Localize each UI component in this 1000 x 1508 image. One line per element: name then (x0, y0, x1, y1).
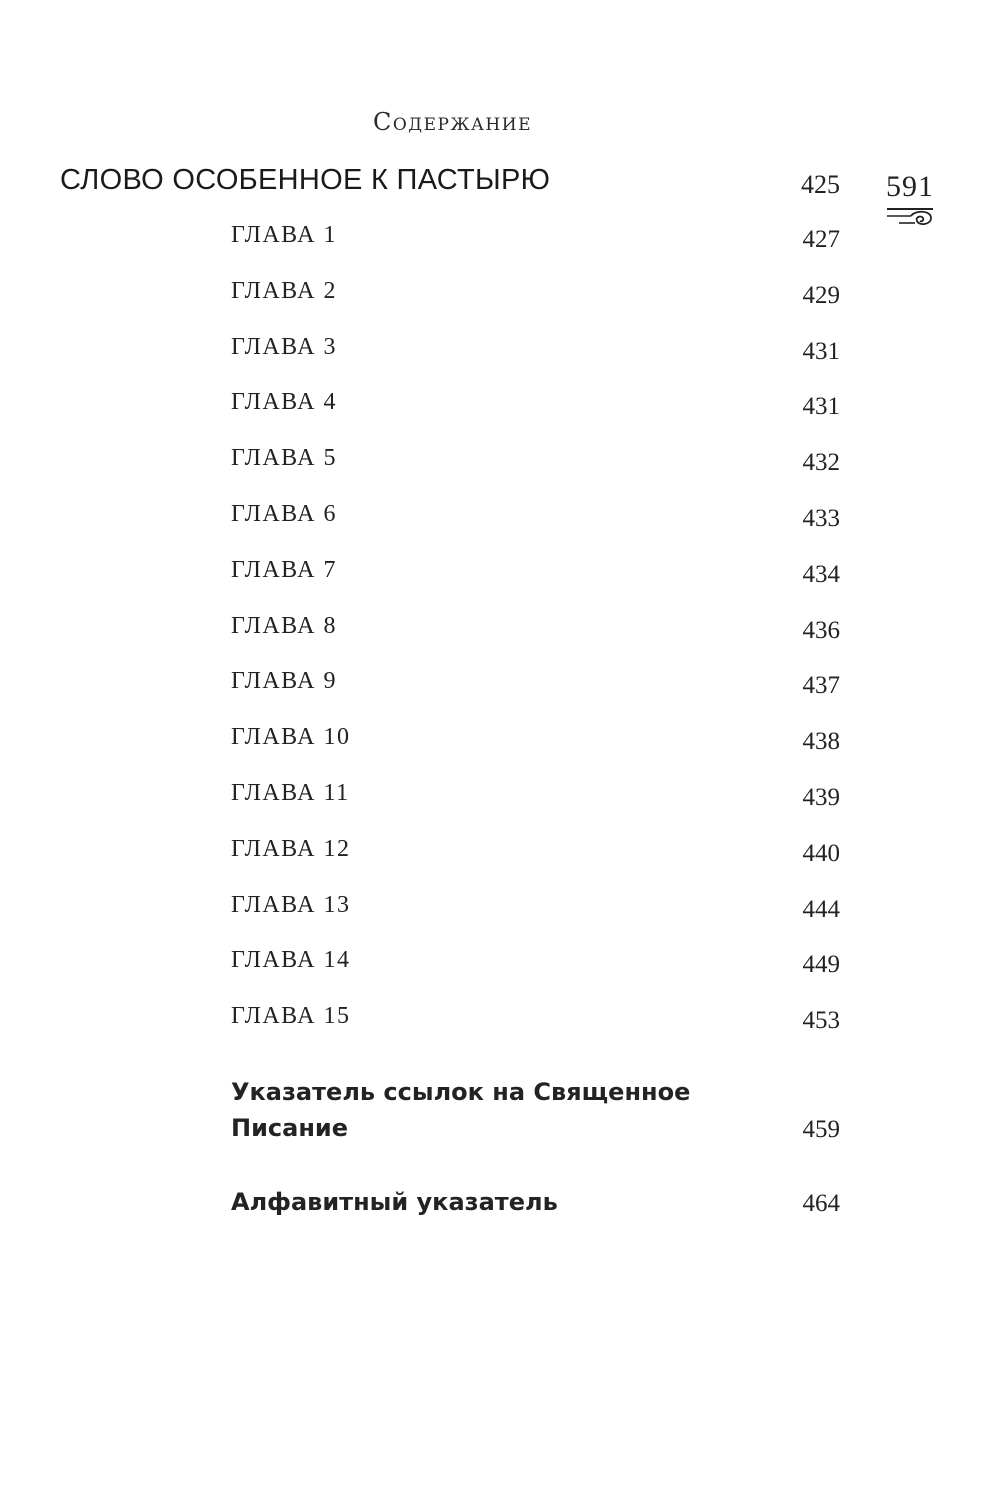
chapter-label: ГЛАВА 9 (231, 668, 338, 695)
chapter-page-number: 431 (802, 337, 840, 365)
chapter-page-number: 438 (802, 728, 840, 756)
section-title[interactable]: СЛОВО ОСОБЕННОЕ К ПАСТЫРЮ (60, 164, 551, 196)
chapter-label: ГЛАВА 4 (231, 389, 338, 416)
page-number: 591 (886, 170, 934, 203)
section-page-number: 425 (801, 170, 840, 199)
chapter-entry[interactable] (0, 668, 1000, 724)
chapter-entry[interactable] (0, 836, 1000, 892)
alphabetical-index-entry[interactable] (231, 1184, 840, 1220)
appendix-page-number: 464 (802, 1190, 840, 1217)
chapter-label: ГЛАВА 15 (231, 1003, 351, 1030)
chapter-label: ГЛАВА 13 (231, 891, 351, 918)
chapter-label: ГЛАВА 6 (231, 500, 338, 527)
chapter-entry[interactable] (0, 892, 1000, 948)
chapter-label: ГЛАВА 2 (231, 277, 338, 304)
chapter-page-number: 444 (802, 895, 840, 923)
scripture-index-entry[interactable] (231, 1074, 840, 1146)
chapter-page-number: 432 (802, 449, 840, 477)
chapter-page-number: 436 (802, 616, 840, 644)
chapter-label: ГЛАВА 7 (231, 556, 338, 583)
chapter-page-number: 453 (802, 1007, 840, 1035)
chapter-entry[interactable] (0, 947, 1000, 1003)
chapter-page-number: 431 (802, 393, 840, 421)
chapter-page-number: 429 (802, 281, 840, 309)
chapter-entry[interactable] (0, 724, 1000, 780)
chapter-page-number: 440 (802, 839, 840, 867)
chapter-label: ГЛАВА 3 (231, 333, 338, 360)
chapter-label: ГЛАВА 8 (231, 612, 338, 639)
chapter-label: ГЛАВА 1 (231, 222, 338, 248)
chapter-label: ГЛАВА 12 (231, 835, 351, 862)
chapter-entry[interactable] (0, 278, 1000, 334)
chapter-page-number: 437 (802, 672, 840, 700)
chapter-page-number: 427 (802, 226, 840, 253)
chapter-label: ГЛАВА 5 (231, 445, 338, 472)
chapter-label: ГЛАВА 10 (231, 724, 351, 751)
chapter-entry[interactable] (0, 389, 1000, 445)
running-head: Содержание (372, 108, 532, 136)
chapter-page-number: 434 (802, 560, 840, 588)
appendix-page-number: 459 (802, 1116, 840, 1143)
page-number-block (880, 170, 940, 228)
chapter-page-number: 433 (802, 504, 840, 532)
chapter-entry[interactable] (0, 334, 1000, 390)
chapter-entry[interactable] (0, 501, 1000, 557)
chapter-entry[interactable] (0, 780, 1000, 836)
chapter-entry[interactable] (0, 222, 1000, 278)
chapter-label: ГЛАВА 14 (231, 947, 351, 974)
chapter-entry[interactable] (0, 1003, 1000, 1059)
chapter-label: ГЛАВА 11 (231, 779, 350, 806)
chapter-entry[interactable] (0, 445, 1000, 501)
chapter-page-number: 439 (802, 783, 840, 811)
chapter-list (0, 222, 1000, 1059)
chapter-entry[interactable] (0, 613, 1000, 669)
chapter-page-number: 449 (802, 951, 840, 979)
chapter-entry[interactable] (0, 557, 1000, 613)
appendix-label: Алфавитный указатель (231, 1188, 558, 1216)
appendix-label: Указатель ссылок на Священное Писание (231, 1078, 691, 1142)
